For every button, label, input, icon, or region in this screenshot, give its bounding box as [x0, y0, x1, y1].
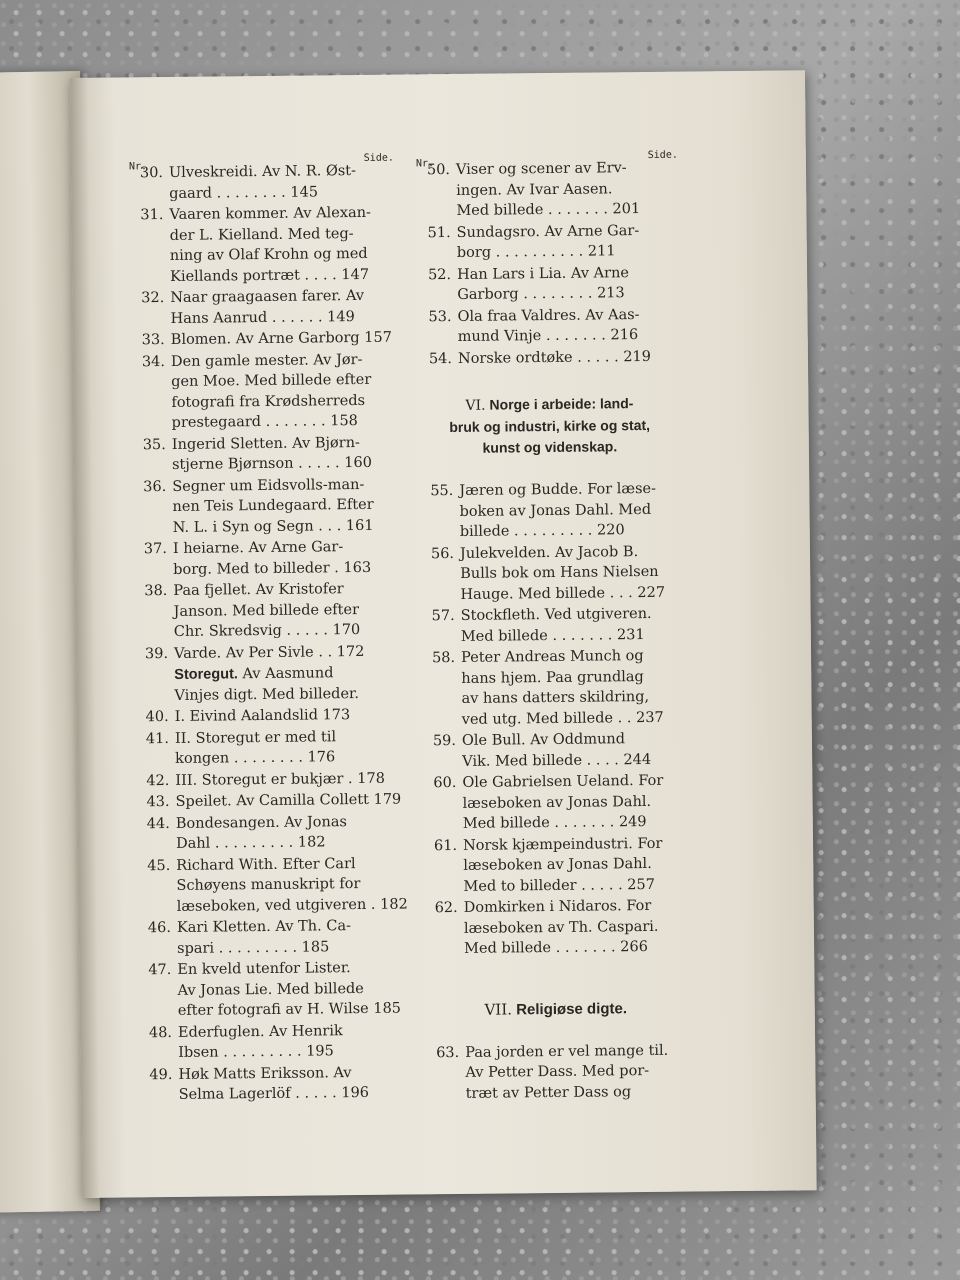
entry-line: Med billede . . . . . . . 266: [464, 938, 648, 957]
entry-line: læseboken, ved utgiveren . 182: [176, 896, 408, 915]
entry-line: stjerne Bjørnson . . . . . 160: [171, 454, 372, 473]
side-header: Side.: [363, 152, 394, 164]
entry-number: 44.: [146, 815, 170, 832]
entry-number: 42.: [146, 772, 170, 789]
entry-number: 54.: [428, 350, 453, 367]
storegut-title: Storegut.: [174, 666, 238, 683]
toc-entry: [416, 158, 679, 222]
entry-line: Den gamle mester. Av Jør-: [170, 351, 363, 370]
entry-number: 38.: [144, 583, 168, 600]
toc-entry: [421, 604, 683, 648]
toc-entry: [133, 579, 399, 643]
entry-line: Bondesangen. Av Jonas: [175, 813, 347, 832]
entry-line: Med billede . . . . . . . 201: [456, 201, 641, 219]
entry-line: kongen . . . . . . . . 176: [175, 749, 336, 767]
entry-number: 36.: [143, 478, 167, 495]
toc-entry: [130, 286, 395, 330]
entry-line: Domkirken i Nidaros. For: [463, 897, 652, 916]
entry-line: hans hjem. Paa grundlag: [461, 668, 644, 687]
toc-entry: [424, 896, 687, 960]
entry-line: ning av Olaf Krohn og med: [169, 245, 368, 264]
entry-line: gaard . . . . . . . . 145: [169, 183, 319, 202]
entry-number: 63.: [436, 1044, 460, 1061]
entry-line: Selma Lagerlöf . . . . . 196: [178, 1084, 370, 1103]
entry-line: gen Moe. Med billede efter: [171, 371, 372, 390]
entry-number: 62.: [434, 899, 458, 917]
entry-line: Stockfleth. Ved utgiveren.: [460, 605, 652, 624]
entry-line: spari . . . . . . . . . 185: [177, 938, 330, 957]
section-title: Religiøse digte.: [516, 999, 628, 1018]
entry-line: efter fotografi av H. Wilse 185: [177, 1000, 402, 1019]
toc-right-column: [416, 142, 688, 1106]
entry-line: En kveld utenfor Lister.: [177, 960, 351, 978]
storegut-heading: [134, 663, 399, 686]
entry-line: Vaaren kommer. Av Alexan-: [169, 204, 371, 223]
toc-entries: [419, 479, 686, 960]
entry-line: Paa jorden er vel mange til.: [465, 1042, 669, 1061]
entry-line: Med to billeder . . . . . 257: [463, 876, 655, 895]
entry-number: 33.: [141, 332, 165, 349]
entry-line: Sundagsro. Av Arne Gar-: [456, 222, 640, 241]
entry-number: 56.: [430, 545, 455, 562]
book-page: [70, 70, 817, 1198]
entry-line: Chr. Skredsvig . . . . . 170: [173, 621, 361, 640]
entry-line: læseboken av Jonas Dahl.: [463, 855, 652, 874]
entry-number: 58.: [431, 649, 456, 667]
entry-line: Julekvelden. Av Jacob B.: [459, 543, 639, 562]
entry-line: Ole Bull. Av Oddmund: [461, 731, 626, 749]
entry-number: 31.: [140, 207, 164, 224]
entry-number: 53.: [428, 308, 452, 325]
entry-line: Viser og scener av Erv-: [455, 160, 627, 178]
entry-line: ved utg. Med billede . . 237: [461, 709, 664, 728]
entry-number: 30.: [139, 165, 164, 182]
entry-line: Naar graagaasen farer. Av: [170, 287, 365, 306]
entry-line: billede . . . . . . . . . 220: [459, 522, 625, 540]
entry-line: nen Teis Lundegaard. Efter: [172, 496, 374, 515]
entry-line: Ulveskreidi. Av N. R. Øst-: [168, 163, 357, 181]
entry-line: Hauge. Med billede . . . 227: [460, 584, 666, 603]
toc-entry: [138, 1020, 403, 1064]
toc-entry: [135, 768, 400, 791]
entry-line: træt av Petter Dass og: [465, 1083, 632, 1102]
entry-number: 60.: [433, 774, 457, 792]
toc-entries: [416, 158, 680, 370]
entry-line: Ibsen . . . . . . . . . 195: [178, 1043, 334, 1061]
storegut-author: Av Aasmund: [237, 665, 334, 683]
entry-line: Blomen. Av Arne Garborg 157: [170, 329, 393, 348]
entry-number: 35.: [142, 436, 166, 453]
entry-line: Av Jonas Lie. Med billede: [177, 980, 364, 999]
toc-entry: [422, 771, 685, 835]
entry-line: Garborg . . . . . . . . 213: [457, 285, 625, 303]
entry-number: 32.: [141, 290, 165, 307]
toc-entry: [135, 705, 400, 728]
entry-line: Speilet. Av Camilla Collett 179: [175, 791, 402, 810]
section-title-line: bruk og industri, kirke og stat,: [449, 416, 651, 436]
entry-number: 59.: [432, 732, 457, 750]
entry-line: ingen. Av Ivar Aasen.: [456, 180, 613, 199]
entry-line: N. L. i Syn og Segn . . . 161: [172, 517, 374, 536]
entry-line: Janson. Med billede efter: [173, 601, 360, 620]
entry-number: 49.: [149, 1066, 173, 1083]
entry-line: Hans Aanrud . . . . . . 149: [170, 308, 355, 327]
entry-line: borg. Med to billeder . 163: [173, 559, 372, 578]
entry-line: Høk Matts Eriksson. Av: [178, 1064, 352, 1083]
toc-entry: [134, 641, 399, 664]
toc-entry: [132, 432, 397, 476]
entry-line: Av Petter Dass. Med por-: [465, 1062, 650, 1081]
toc-entries: [425, 1040, 688, 1104]
entry-line: I heiarne. Av Arne Gar-: [172, 539, 344, 557]
entry-number: 47.: [148, 961, 172, 979]
entry-number: 50.: [426, 162, 451, 179]
entry-line: Kiellands portræt . . . . 147: [169, 266, 370, 285]
entry-line: borg . . . . . . . . . . 211: [456, 243, 616, 261]
toc-entry: [136, 853, 408, 917]
entry-line: Peter Andreas Munch og: [461, 648, 644, 666]
entry-line: Med billede . . . . . . . 249: [462, 814, 647, 832]
toc-entry: [137, 916, 402, 960]
entry-line: Norske ordtøke . . . . . 219: [457, 348, 652, 367]
toc-entry: [135, 726, 400, 770]
toc-entry: [417, 220, 679, 264]
toc-entry: [132, 474, 398, 538]
toc-entries: [135, 705, 408, 1106]
entry-line: Han Lars i Lia. Av Arne: [456, 264, 630, 283]
entry-number: 41.: [145, 730, 170, 747]
entry-line: III. Storegut er bukjær . 178: [175, 770, 385, 789]
section-number: VII.: [484, 999, 513, 1019]
entry-line: Med billede . . . . . . . 231: [460, 626, 645, 645]
entry-line: prestegaard . . . . . . . 158: [171, 413, 358, 431]
nr-header: Nr.: [415, 158, 435, 170]
entry-line: der L. Kielland. Med teg-: [169, 225, 354, 244]
toc-entry: [425, 1040, 688, 1104]
entry-number: 34.: [141, 353, 166, 370]
section-title-line: Norge i arbeide: land-: [489, 395, 634, 413]
entry-line: Schøyens manuskript for: [176, 876, 361, 894]
entry-number: 46.: [147, 919, 171, 937]
toc-entries: [129, 161, 399, 665]
toc-entry: [131, 328, 396, 351]
toc-entry: [131, 349, 397, 434]
entry-line: mund Vinje . . . . . . . 216: [457, 327, 639, 345]
entry-line: Kari Kletten. Av Th. Ca-: [176, 918, 352, 936]
side-header: Side.: [647, 149, 678, 161]
entry-line: Vik. Med billede . . . . 244: [462, 751, 652, 770]
toc-entry: [422, 729, 684, 773]
entry-number: 39.: [144, 645, 169, 662]
entry-line: Ole Gabrielsen Ueland. For: [462, 772, 664, 791]
entry-line: læseboken av Th. Caspari.: [463, 918, 659, 937]
entry-line: av hans datters skildring,: [461, 688, 650, 707]
entry-line: Ederfuglen. Av Henrik: [177, 1022, 343, 1041]
entry-number: 52.: [427, 266, 452, 283]
entry-line: II. Storegut er med til: [174, 728, 337, 747]
entry-line: Jæren og Budde. For læse-: [459, 480, 657, 499]
entry-line: Segner um Eidsvolls-man-: [172, 476, 365, 495]
entry-line: Norsk kjæmpeindustri. For: [462, 835, 663, 854]
entry-number: 48.: [148, 1024, 173, 1041]
toc-entry: [135, 790, 400, 813]
section-heading-vii: [425, 997, 687, 1021]
entry-line: Dahl . . . . . . . . . 182: [175, 834, 326, 852]
section-title-line: kunst og videnskap.: [482, 438, 618, 456]
toc-entry: [417, 262, 679, 306]
toc-entry: [421, 646, 684, 731]
section-number: VI.: [465, 397, 486, 414]
entry-number: 37.: [143, 541, 168, 558]
entry-number: 51.: [427, 224, 451, 241]
toc-entry: [418, 346, 680, 369]
toc-entry: [420, 541, 683, 605]
section-heading-vi: [418, 393, 681, 460]
entry-number: 57.: [431, 608, 455, 625]
toc-entry: [129, 203, 395, 288]
entry-line: I. Eivind Aalandslid 173: [174, 707, 351, 725]
entry-line: Ola fraa Valdres. Av Aas-: [457, 306, 640, 325]
entry-line: Ingerid Sletten. Av Bjørn-: [171, 434, 360, 453]
toc-entry: [423, 833, 686, 897]
nr-header: Nr.: [128, 161, 148, 173]
toc-entry: [137, 958, 403, 1022]
toc-entry: [136, 811, 401, 855]
entry-number: 40.: [145, 709, 169, 726]
toc-entry: [133, 537, 398, 581]
toc-entry: [417, 304, 679, 348]
entry-line: Varde. Av Per Sivle . . 172: [173, 643, 365, 662]
toc-left-column: [128, 145, 408, 1107]
entry-line: fotografi fra Krødsherreds: [171, 392, 366, 411]
toc-entry: [138, 1062, 403, 1106]
entry-line: læseboken av Jonas Dahl.: [462, 793, 652, 812]
toc-entry: [419, 479, 682, 543]
toc-entry: [129, 161, 394, 205]
entry-number: 61.: [433, 837, 458, 854]
entry-line: boken av Jonas Dahl. Med: [459, 501, 652, 520]
entry-number: 43.: [146, 793, 170, 811]
entry-line: Richard With. Efter Carl: [176, 855, 356, 874]
storegut-subline: Vinjes digt. Med billeder.: [174, 685, 360, 704]
entry-line: Bulls bok om Hans Nielsen: [460, 563, 659, 582]
entry-number: 55.: [430, 483, 454, 500]
entry-number: 45.: [147, 857, 171, 874]
entry-line: Paa fjellet. Av Kristofer: [173, 581, 344, 599]
